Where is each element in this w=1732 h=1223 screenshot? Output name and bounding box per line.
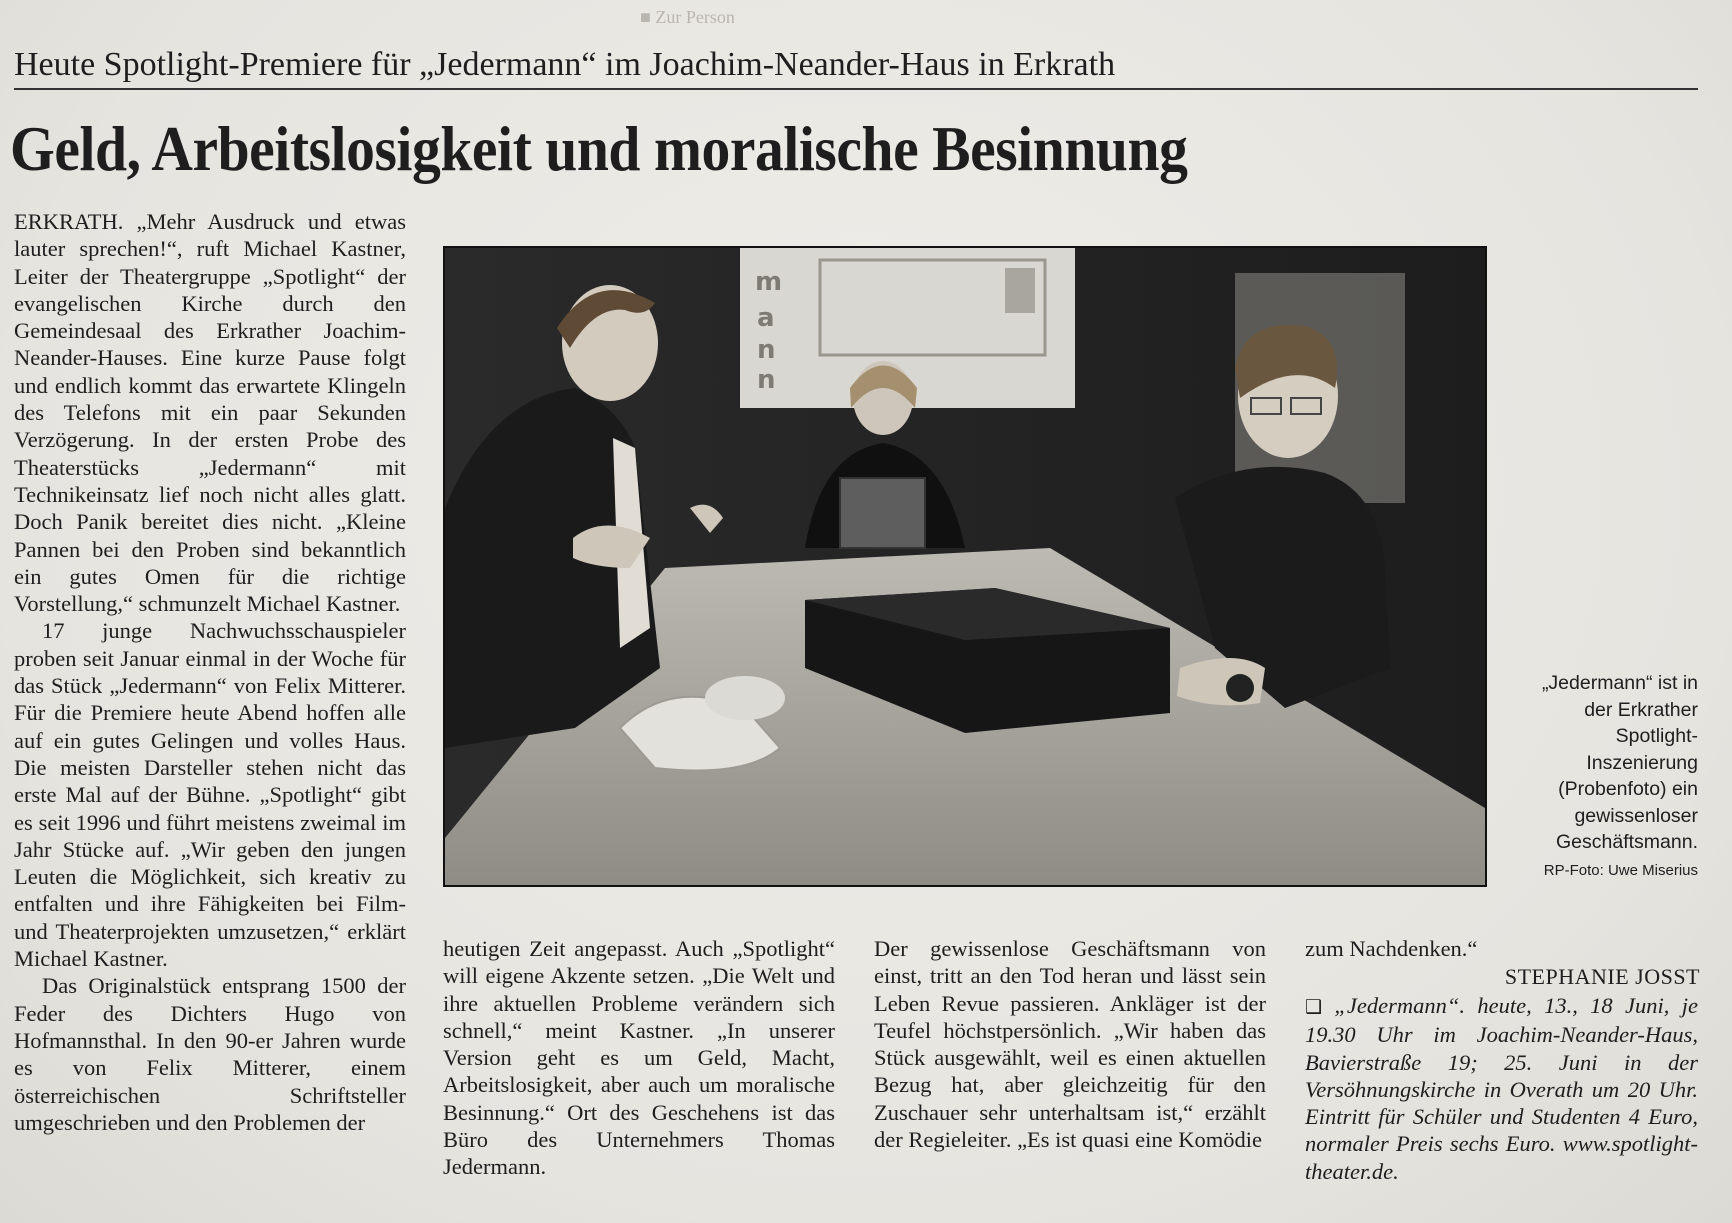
headline: Geld, Arbeitslosigkeit und moralische Besinnung	[10, 113, 1188, 184]
event-info-text: „Jedermann“. heute, 13., 18 Juni, je 19.30 Uhr im Joachim-Neander-Haus, Bavierstraße 19; 25. Juni in der Versöhnungskirche in Overath um 20 Uhr. Eintritt für Schüler und Studenten 4 Euro, normaler Preis sechs Euro. www.spotlight-theater.de.	[1305, 993, 1698, 1184]
laptop	[840, 478, 925, 548]
author-byline: STEPHANIE JOSST	[1504, 964, 1700, 989]
photo-caption: „Jedermann“ ist in der Erkrather Spotlight-Inszenierung (Probenfoto) ein gewissenloser Geschäftsmann.	[1541, 672, 1698, 853]
bleed-through-text: ■ Zur Person	[640, 7, 735, 27]
info-box-icon: ❑	[1305, 996, 1323, 1018]
poster-letter: a	[757, 303, 775, 333]
photo-credit: RP-Foto: Uwe Miserius	[1543, 862, 1698, 879]
kicker-line: Heute Spotlight-Premiere für „Jedermann“ im Joachim-Neander-Haus in Erkrath	[14, 44, 1698, 90]
poster-letter: n	[757, 335, 776, 365]
rehearsal-photo	[443, 246, 1487, 887]
event-info	[1305, 992, 1698, 1185]
photo-illustration	[445, 248, 1485, 885]
paragraph-1: ERKRATH. „Mehr Ausdruck und etwas lauter sprechen!“, ruft Michael Kastner, Leiter der Theatergruppe „Spotlight“ der evangelischen Kirche durch den Gemeindesaal des Erkrather Joachim-Neander-Hauses. Eine kurze Pause folgt und endlich kommt das erwartete Klingeln des Telefons mit ein paar Sekunden Verzögerung. In der ersten Probe des Theaterstücks „Jedermann“ mit Technikeinsatz lief noch nicht alles glatt. Doch Panik bereitet dies nicht. „Kleine Pannen bei den Proben sind bekanntlich ein gutes Omen für die richtige Vorstellung,“ schmunzelt Michael Kastner.	[14, 209, 406, 617]
article-column-1	[14, 208, 406, 1136]
article-column-4: zum Nachdenken.“	[1305, 936, 1478, 961]
poster-letter: m	[755, 267, 783, 297]
article-column-3: Der gewissenlose Geschäftsmann von einst, tritt an den Tod heran und lässt sein Leben Revue passieren. Ankläger ist der Teufel höchstpersönlich. „Wir haben das Stück ausgewählt, weil es einen aktuellen Bezug hat, aber gleichzeitig für den Zuschauer sehr unterhaltsam ist,“ erzählt der Regieleiter. „Es ist quasi eine Komödie	[874, 936, 1266, 1153]
paragraph-3: Das Originalstück entsprang 1500 der Feder des Dichters Hugo von Hofmannsthal. In den 90-er Jahren wurde es von Felix Mitterer, einem österreichischen Schriftsteller umgeschrieben und den Problemen der	[14, 973, 406, 1135]
paragraph-2: 17 junge Nachwuchsschauspieler proben seit Januar einmal in der Woche für das Stück „Jedermann“ von Felix Mitterer. Für die Premiere heute Abend hoffen alle auf ein gutes Gelingen und volles Haus. Die meisten Darsteller stehen nicht das erste Mal auf der Bühne. „Spotlight“ gibt es seit 1996 und führt meistens zweimal im Jahr Stücke auf. „Wir geben den jungen Leuten die Möglichkeit, sich kreativ zu entfalten und ihre Fähigkeiten bei Film- und Theaterprojekten umzusetzen,“ erklärt Michael Kastner.	[14, 618, 406, 972]
article-column-2: heutigen Zeit angepasst. Auch „Spotlight“ will eigene Akzente setzen. „Die Welt und ihre aktuellen Probleme verändern sich schnell,“ meint Kastner. „In unserer Version geht es um Geld, Macht, Arbeitslosigkeit, aber auch um moralische Besinnung.“ Ort des Geschehens ist das Büro des Unternehmers Thomas Jedermann.	[443, 936, 835, 1180]
poster-letter: n	[757, 365, 776, 395]
